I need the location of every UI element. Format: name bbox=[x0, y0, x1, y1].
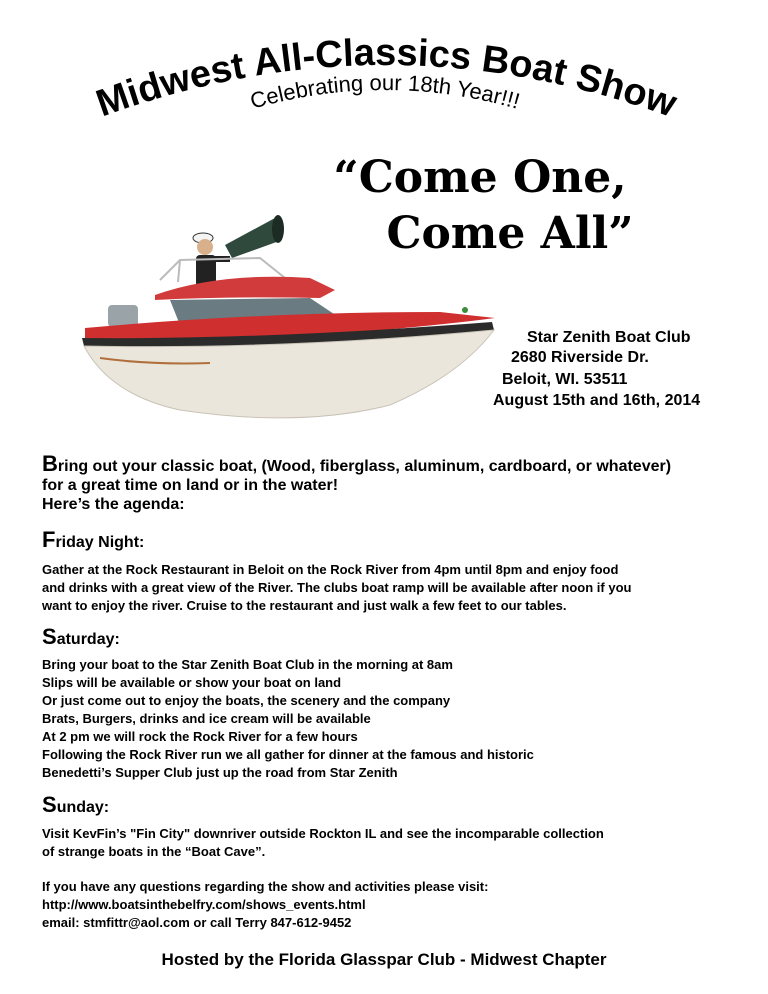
intro-drop-cap: B bbox=[42, 451, 58, 476]
megaphone-icon bbox=[225, 215, 284, 258]
intro-line-2: for a great time on land or in the water! bbox=[42, 477, 339, 494]
contact-url-link[interactable]: http://www.boatsinthebelfry.com/shows_events.html bbox=[42, 897, 366, 912]
contact-intro: If you have any questions regarding the show and activities please visit: bbox=[42, 879, 489, 894]
venue-name: Star Zenith Boat Club bbox=[527, 329, 691, 346]
saturday-line: Bring your boat to the Star Zenith Boat Club in the morning at 8am bbox=[42, 657, 453, 672]
slogan-line-2: Come All” bbox=[386, 208, 634, 259]
flyer-title-arc bbox=[0, 0, 768, 150]
show-subtitle: Celebrating our 18th Year!!! bbox=[247, 69, 523, 114]
friday-line: want to enjoy the river. Cruise to the restaurant and just walk a few feet to our tables. bbox=[42, 598, 567, 613]
saturday-line: Brats, Burgers, drinks and ice cream will be available bbox=[42, 711, 371, 726]
friday-line: and drinks with a great view of the River. The clubs boat ramp will be available after noon if you bbox=[42, 580, 632, 595]
sunday-line: Visit KevFin’s "Fin City" downriver outside Rockton IL and see the incomparable collection bbox=[42, 826, 604, 841]
classic-boat-illustration bbox=[60, 200, 510, 430]
cabin-roof bbox=[155, 277, 335, 300]
saturday-heading-text: aturday: bbox=[56, 631, 120, 648]
contact-email-phone: email: stmfittr@aol.com or call Terry 847-612-9452 bbox=[42, 915, 352, 930]
show-title: Midwest All-Classics Boat Show bbox=[91, 31, 682, 126]
friday-heading bbox=[42, 527, 144, 553]
saturday-line: Following the Rock River run we all gather for dinner at the famous and historic bbox=[42, 747, 534, 762]
intro-paragraph bbox=[42, 451, 742, 514]
contact-info bbox=[42, 878, 742, 932]
sunday-heading bbox=[42, 792, 109, 818]
saturday-drop-cap: S bbox=[42, 624, 57, 649]
saturday-line: At 2 pm we will rock the Rock River for a few hours bbox=[42, 729, 358, 744]
event-dates: August 15th and 16th, 2014 bbox=[493, 392, 701, 409]
intro-line-3: Here’s the agenda: bbox=[42, 496, 185, 513]
sunday-drop-cap: S bbox=[42, 792, 57, 817]
bow-light bbox=[462, 307, 468, 313]
host-footer: Hosted by the Florida Glasspar Club - Midwest Chapter bbox=[161, 950, 607, 969]
friday-drop-cap: F bbox=[42, 527, 56, 552]
friday-details bbox=[42, 561, 742, 615]
saturday-line: Benedetti’s Supper Club just up the road from Star Zenith bbox=[42, 765, 398, 780]
friday-heading-text: riday Night: bbox=[55, 534, 145, 551]
saturday-heading bbox=[42, 624, 120, 650]
intro-line-1: ring out your classic boat, (Wood, fiberglass, aluminum, cardboard, or whatever) bbox=[57, 458, 672, 475]
outboard-motor bbox=[108, 305, 138, 327]
sunday-line: of strange boats in the “Boat Cave”. bbox=[42, 844, 266, 859]
venue-city: Beloit, WI. 53511 bbox=[502, 371, 628, 388]
sunday-heading-text: unday: bbox=[56, 799, 110, 816]
friday-line: Gather at the Rock Restaurant in Beloit on the Rock River from 4pm until 8pm and enjoy food bbox=[42, 562, 619, 577]
venue-street: 2680 Riverside Dr. bbox=[511, 349, 649, 366]
slogan-line-1: “Come One, bbox=[333, 152, 627, 203]
saturday-line: Or just come out to enjoy the boats, the scenery and the company bbox=[42, 693, 451, 708]
saturday-line: Slips will be available or show your boat on land bbox=[42, 675, 342, 690]
saturday-details bbox=[42, 656, 742, 782]
sunday-details bbox=[42, 825, 742, 861]
